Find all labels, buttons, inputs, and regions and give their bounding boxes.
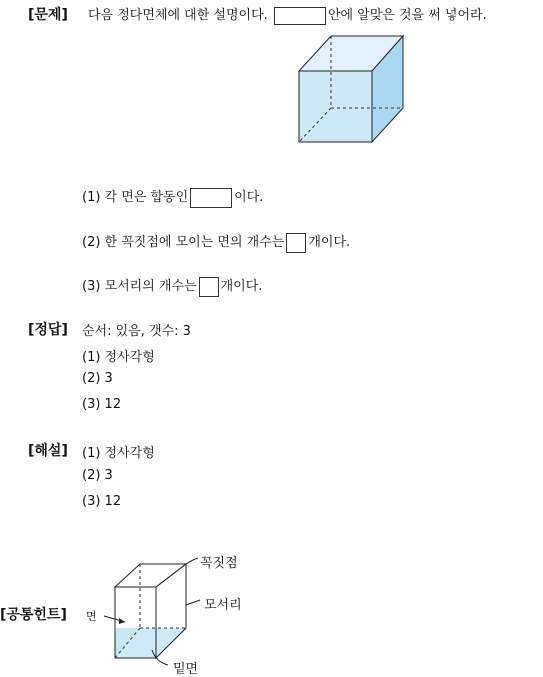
question-2-blank (286, 233, 306, 253)
question-1-text: (1) 각 면은 합동인 (82, 190, 189, 205)
cube-figure (296, 30, 406, 146)
answer-blank-box (274, 7, 326, 25)
question-3-blank (199, 277, 219, 297)
label-base: 밑면 (173, 662, 199, 677)
problem-tag: [문제] (28, 7, 68, 23)
question-1-blank (190, 188, 232, 208)
question-item-2 (82, 231, 350, 253)
label-face: 면 (86, 610, 97, 623)
face-arrowhead (119, 618, 125, 624)
label-edge: 모서리 (204, 598, 242, 613)
hint-tag: [공통힌트] (0, 607, 67, 623)
answer-line-2: (2) 3 (82, 371, 113, 386)
explanation-line-2: (2) 3 (82, 468, 113, 483)
answer-line-1: (1) 정사각형 (82, 350, 155, 365)
answer-summary: 순서: 있음, 갯수: 3 (82, 324, 191, 339)
cube-front-face (299, 71, 372, 142)
question-2-suffix: 개이다. (308, 235, 351, 250)
question-item-3 (82, 275, 262, 297)
label-vertex: 꼭짓점 (200, 556, 238, 571)
edge-pointer (186, 600, 200, 605)
answer-line-3: (3) 12 (82, 397, 122, 412)
question-2-text: (2) 한 꼭짓점에 모이는 면의 개수는 (82, 235, 285, 250)
explanation-tag: [해설] (28, 443, 68, 459)
vertex-pointer (186, 558, 198, 564)
answer-tag: [정답] (28, 322, 68, 338)
question-item-1 (82, 186, 263, 208)
problem-text-after: 안에 알맞은 것을 써 넣어라. (327, 8, 487, 23)
explanation-line-3: (3) 12 (82, 494, 122, 509)
explanation-line-1: (1) 정사각형 (82, 446, 155, 461)
question-3-suffix: 개이다. (220, 279, 263, 294)
prism-top-face (115, 564, 186, 587)
question-1-suffix: 이다. (234, 190, 264, 205)
problem-text-before: 다음 정다면체에 대한 설명이다. (88, 8, 268, 23)
question-3-text: (3) 모서리의 개수는 (82, 279, 197, 294)
problem-statement (88, 4, 487, 25)
